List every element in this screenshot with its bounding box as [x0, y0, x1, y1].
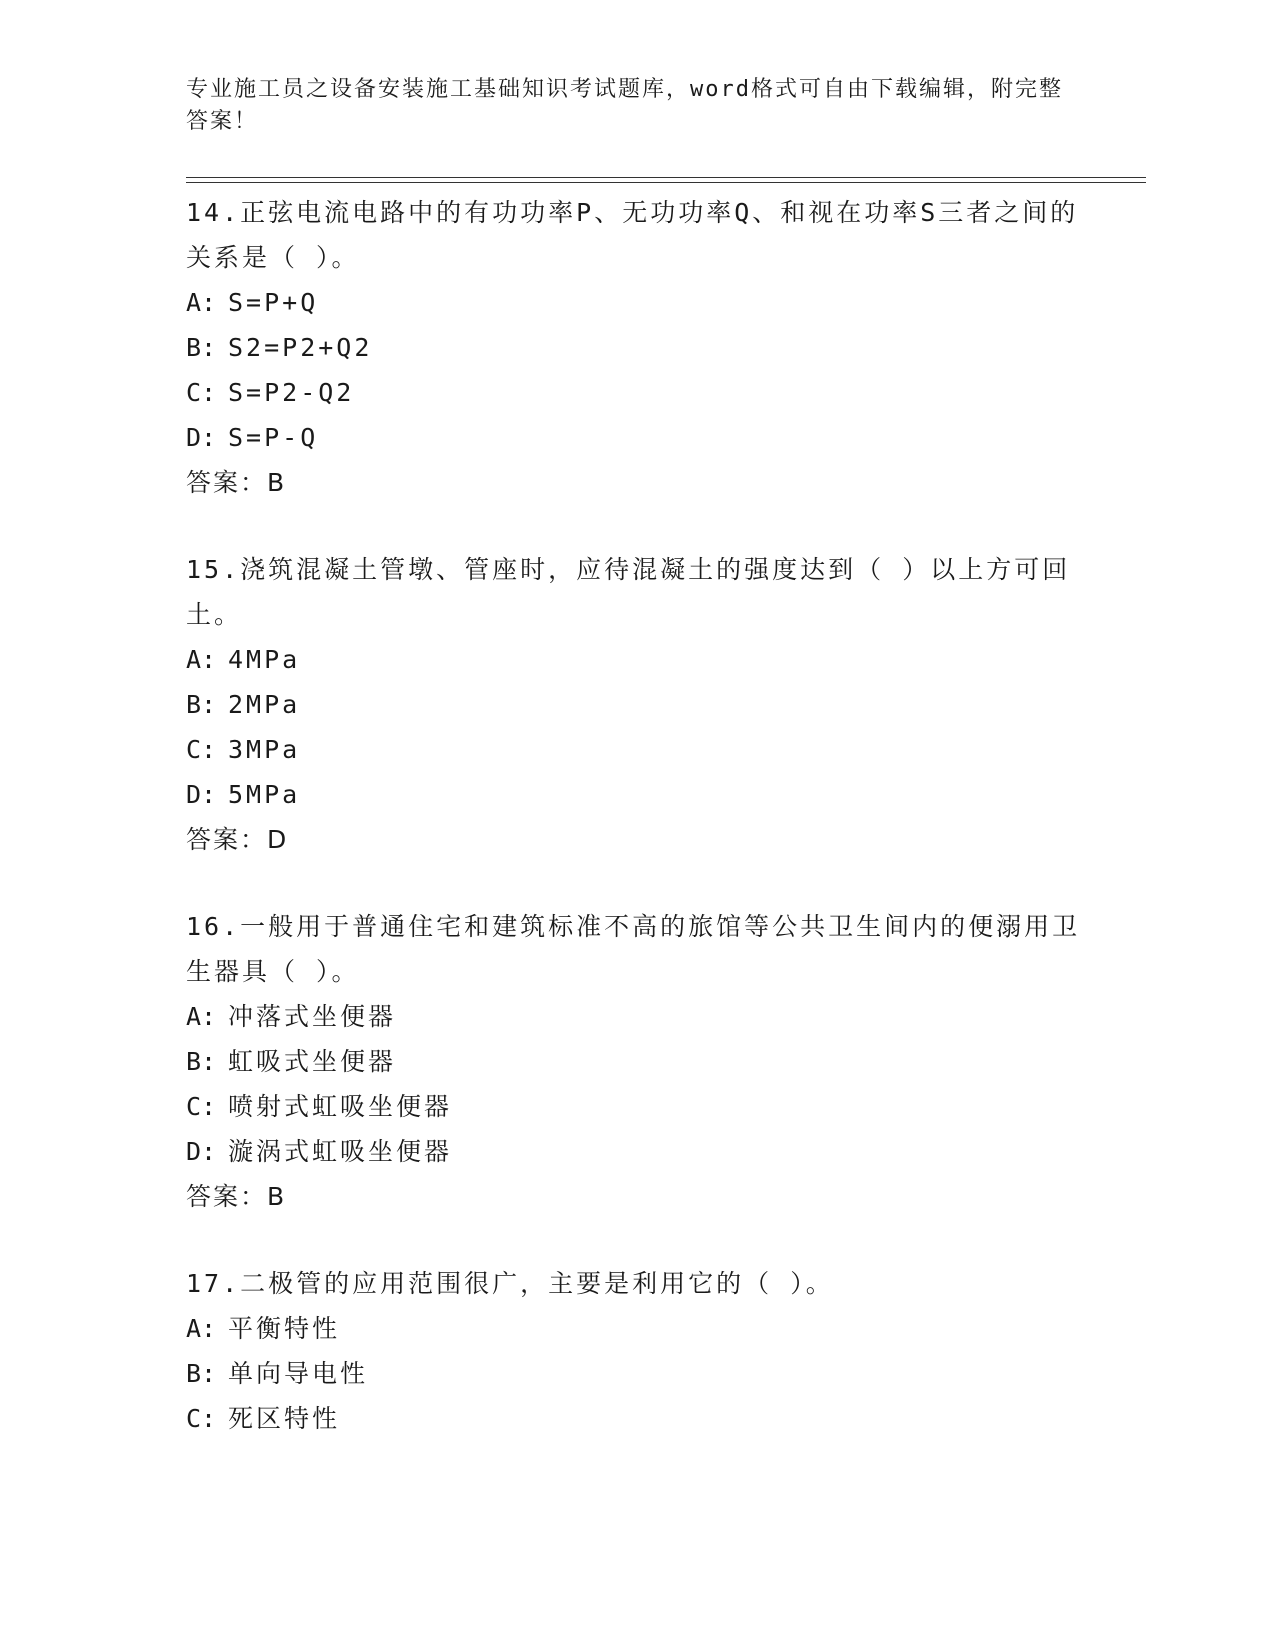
question-stem: 17.二极管的应用范围很广，主要是利用它的（ ）。 [186, 1269, 834, 1298]
option-d [186, 415, 1086, 460]
option-text: 3MPa [228, 735, 301, 764]
option-b [186, 682, 1086, 727]
option-letter: B: [186, 1047, 217, 1076]
option-d [186, 1129, 1086, 1174]
option-text: 平衡特性 [228, 1314, 341, 1343]
option-text: 5MPa [228, 780, 301, 809]
question-15 [186, 547, 1086, 862]
option-c [186, 727, 1086, 772]
answer-line: 答案：D [186, 825, 289, 854]
option-a [186, 637, 1086, 682]
header-rule-top [186, 177, 1146, 178]
option-letter: B: [186, 333, 217, 362]
option-c [186, 1396, 1086, 1441]
option-text: S=P2-Q2 [228, 378, 355, 407]
option-text: 漩涡式虹吸坐便器 [228, 1137, 453, 1166]
header-rule-bottom [186, 182, 1146, 183]
option-letter: D: [186, 1137, 217, 1166]
option-b [186, 325, 1086, 370]
option-letter: A: [186, 645, 217, 674]
option-a [186, 280, 1086, 325]
option-letter: D: [186, 423, 217, 452]
option-c [186, 370, 1086, 415]
option-text: 2MPa [228, 690, 301, 719]
question-16 [186, 904, 1086, 1219]
option-text: 单向导电性 [228, 1359, 369, 1388]
answer-line: 答案：B [186, 1182, 287, 1211]
option-text: 冲落式坐便器 [228, 1002, 397, 1031]
option-text: 4MPa [228, 645, 301, 674]
option-a [186, 994, 1086, 1039]
option-letter: D: [186, 780, 217, 809]
option-letter: A: [186, 1002, 217, 1031]
option-b [186, 1039, 1086, 1084]
option-letter: C: [186, 1404, 217, 1433]
option-letter: C: [186, 735, 217, 764]
option-d [186, 772, 1086, 817]
option-letter: C: [186, 1092, 217, 1121]
option-text: S=P+Q [228, 288, 319, 317]
option-a [186, 1306, 1086, 1351]
option-letter: A: [186, 288, 217, 317]
question-stem: 16.一般用于普通住宅和建筑标准不高的旅馆等公共卫生间内的便溺用卫生器具（ ）。 [186, 912, 1081, 986]
document-header: 专业施工员之设备安装施工基础知识考试题库，word格式可自由下载编辑，附完整答案！ [186, 77, 1063, 134]
option-letter: B: [186, 1359, 217, 1388]
option-letter: A: [186, 1314, 217, 1343]
option-text: S2=P2+Q2 [228, 333, 373, 362]
question-list [186, 190, 1086, 1483]
option-letter: B: [186, 690, 217, 719]
question-stem: 14.正弦电流电路中的有功功率P、无功功率Q、和视在功率S三者之间的关系是（ ）。 [186, 198, 1079, 272]
option-text: 死区特性 [228, 1404, 341, 1433]
option-text: 虹吸式坐便器 [228, 1047, 397, 1076]
option-b [186, 1351, 1086, 1396]
question-stem: 15.浇筑混凝土管墩、管座时，应待混凝土的强度达到（ ）以上方可回土。 [186, 555, 1071, 629]
question-14 [186, 190, 1086, 505]
option-text: S=P-Q [228, 423, 319, 452]
option-text: 喷射式虹吸坐便器 [228, 1092, 453, 1121]
option-c [186, 1084, 1086, 1129]
option-letter: C: [186, 378, 217, 407]
question-17 [186, 1261, 1086, 1441]
answer-line: 答案：B [186, 468, 287, 497]
